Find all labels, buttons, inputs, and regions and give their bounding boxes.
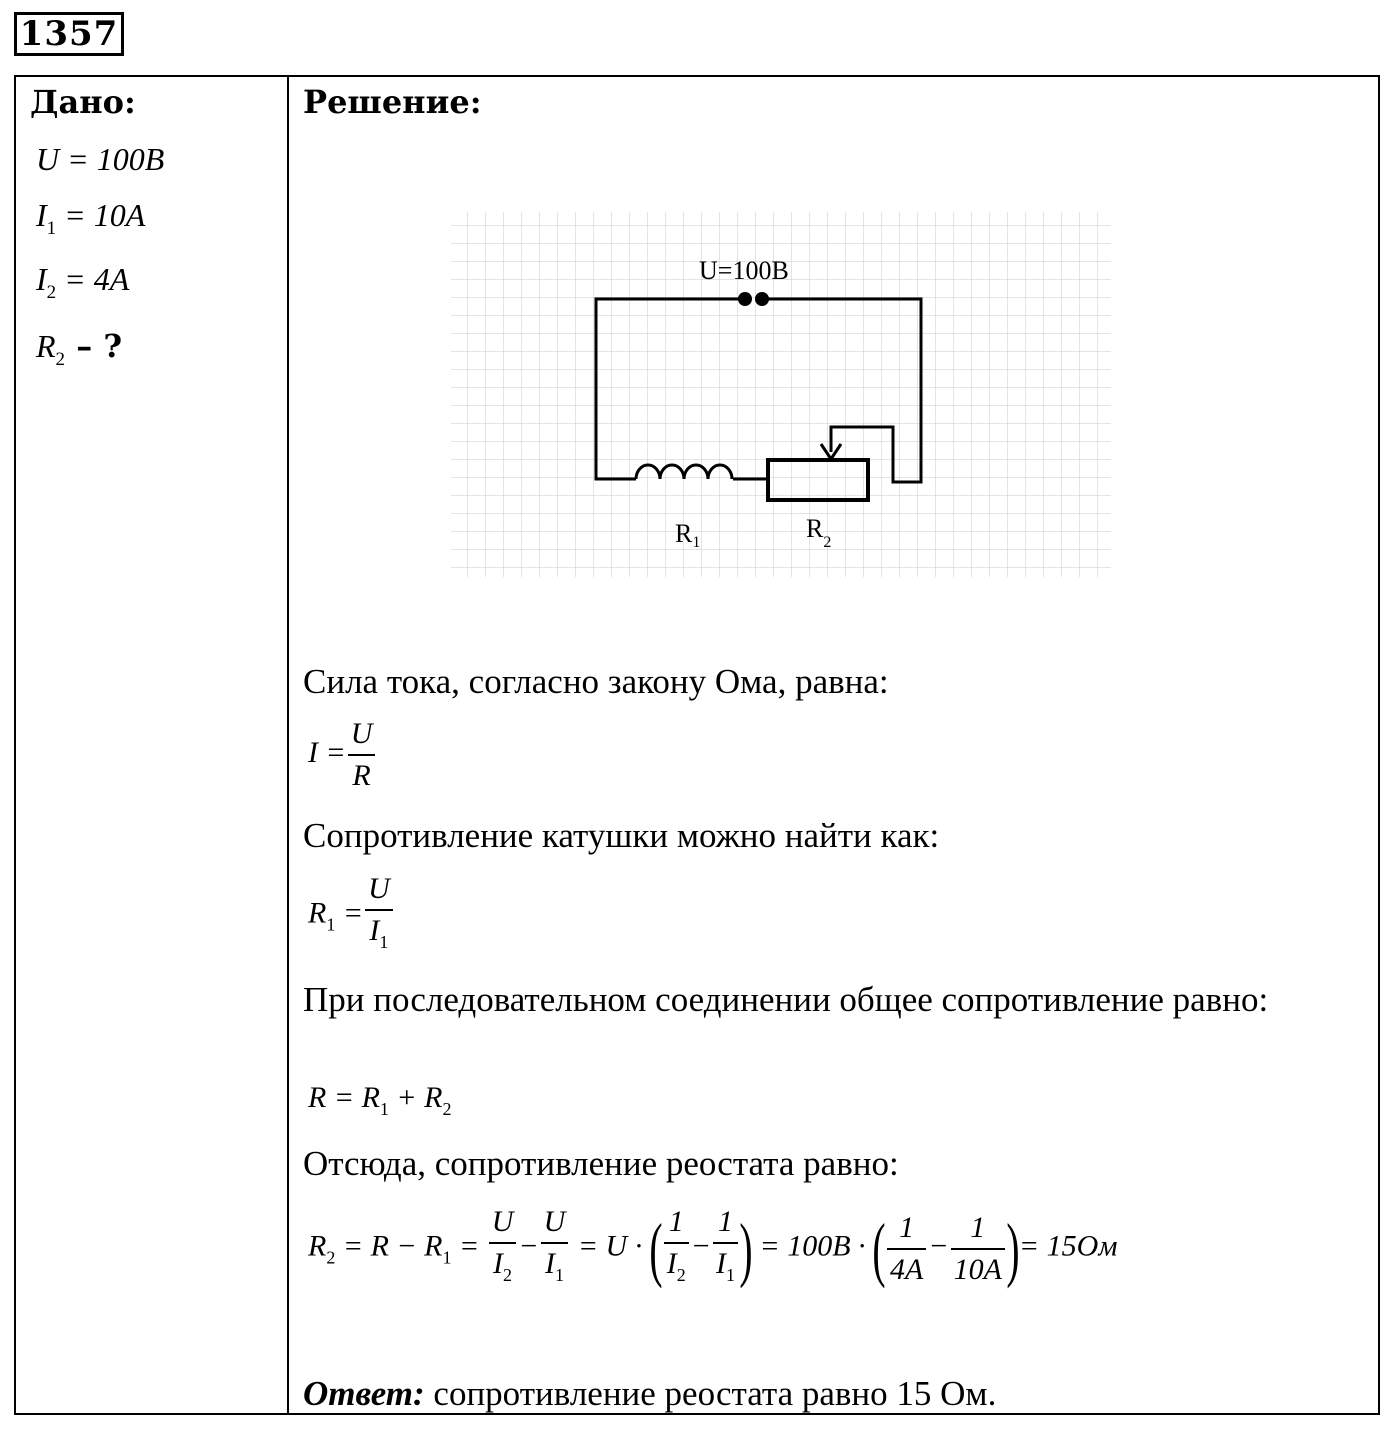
given-voltage: U = 100B xyxy=(36,141,165,177)
answer-label: Ответ: xyxy=(303,1374,425,1413)
circuit-diagram xyxy=(431,207,1131,587)
text-coil-resistance: Сопротивление катушки можно найти как: xyxy=(303,816,940,855)
given-current-1: $I_1 = 10A$ xyxy=(36,197,146,239)
problem-table xyxy=(14,75,1380,1415)
fraction: $\frac{U}{I_1}$ xyxy=(365,872,393,959)
terminal-left xyxy=(738,292,752,306)
given-unknown: $R_2$ – ? xyxy=(36,327,123,370)
terminal-right xyxy=(755,292,769,306)
given-current-2: $I_2 = 4A$ xyxy=(36,261,130,303)
problem-number: 1357 xyxy=(14,12,124,56)
text-rheostat-resistance: Отсюда, сопротивление реостата равно: xyxy=(303,1144,899,1183)
given-title: Дано: xyxy=(30,83,136,121)
fraction: $\frac{U}{I_2}$ xyxy=(489,1205,517,1292)
r1-label: R1 xyxy=(675,519,701,551)
formula-series-resistance: $R = R_1 + R_2$ xyxy=(308,1081,452,1119)
formula-ohm-law: I = $\frac{U}{R}$ xyxy=(308,717,377,793)
r2-label: $R_2$ xyxy=(806,514,832,551)
text-series-connection: При последовательном соединении общее сопротивление равно: xyxy=(303,980,1269,1019)
answer-text: сопротивление реостата равно 15 Ом. xyxy=(424,1374,997,1413)
fraction: $\frac{U}{R}$ xyxy=(348,717,376,793)
left-paren: ( xyxy=(872,1208,886,1289)
solution-title: Решение: xyxy=(303,83,482,121)
formula-coil-resistance: $R_1$ = $\frac{U}{I_1}$ xyxy=(308,872,395,959)
formula-rheostat-resistance: $R_2 = R - R_1$ = $\frac{U}{I_2}$ − $\frac{U}{I_1}$ = U · ( $\frac{1}{I_2}$ − $\frac{1}{I_1}$ ) = 100B · ( $\frac{1}{4A}$ − $\frac{1}{10A}$ )= 15Ом xyxy=(308,1205,1117,1292)
column-divider xyxy=(287,77,289,1413)
right-paren: ) xyxy=(739,1208,753,1289)
fraction: $\frac{1}{10A}$ xyxy=(951,1211,1005,1287)
right-paren: ) xyxy=(1006,1208,1020,1289)
fraction: $\frac{U}{I_1}$ xyxy=(541,1205,569,1292)
fraction: $\frac{1}{I_1}$ xyxy=(713,1205,738,1292)
text-ohm-law: Сила тока, согласно закону Ома, равна: xyxy=(303,662,889,701)
fraction: $\frac{1}{4A}$ xyxy=(887,1211,926,1287)
fraction: $\frac{1}{I_2}$ xyxy=(664,1205,689,1292)
answer xyxy=(303,1374,996,1414)
voltage-label: U=100В xyxy=(699,256,789,285)
left-paren: ( xyxy=(649,1208,663,1289)
